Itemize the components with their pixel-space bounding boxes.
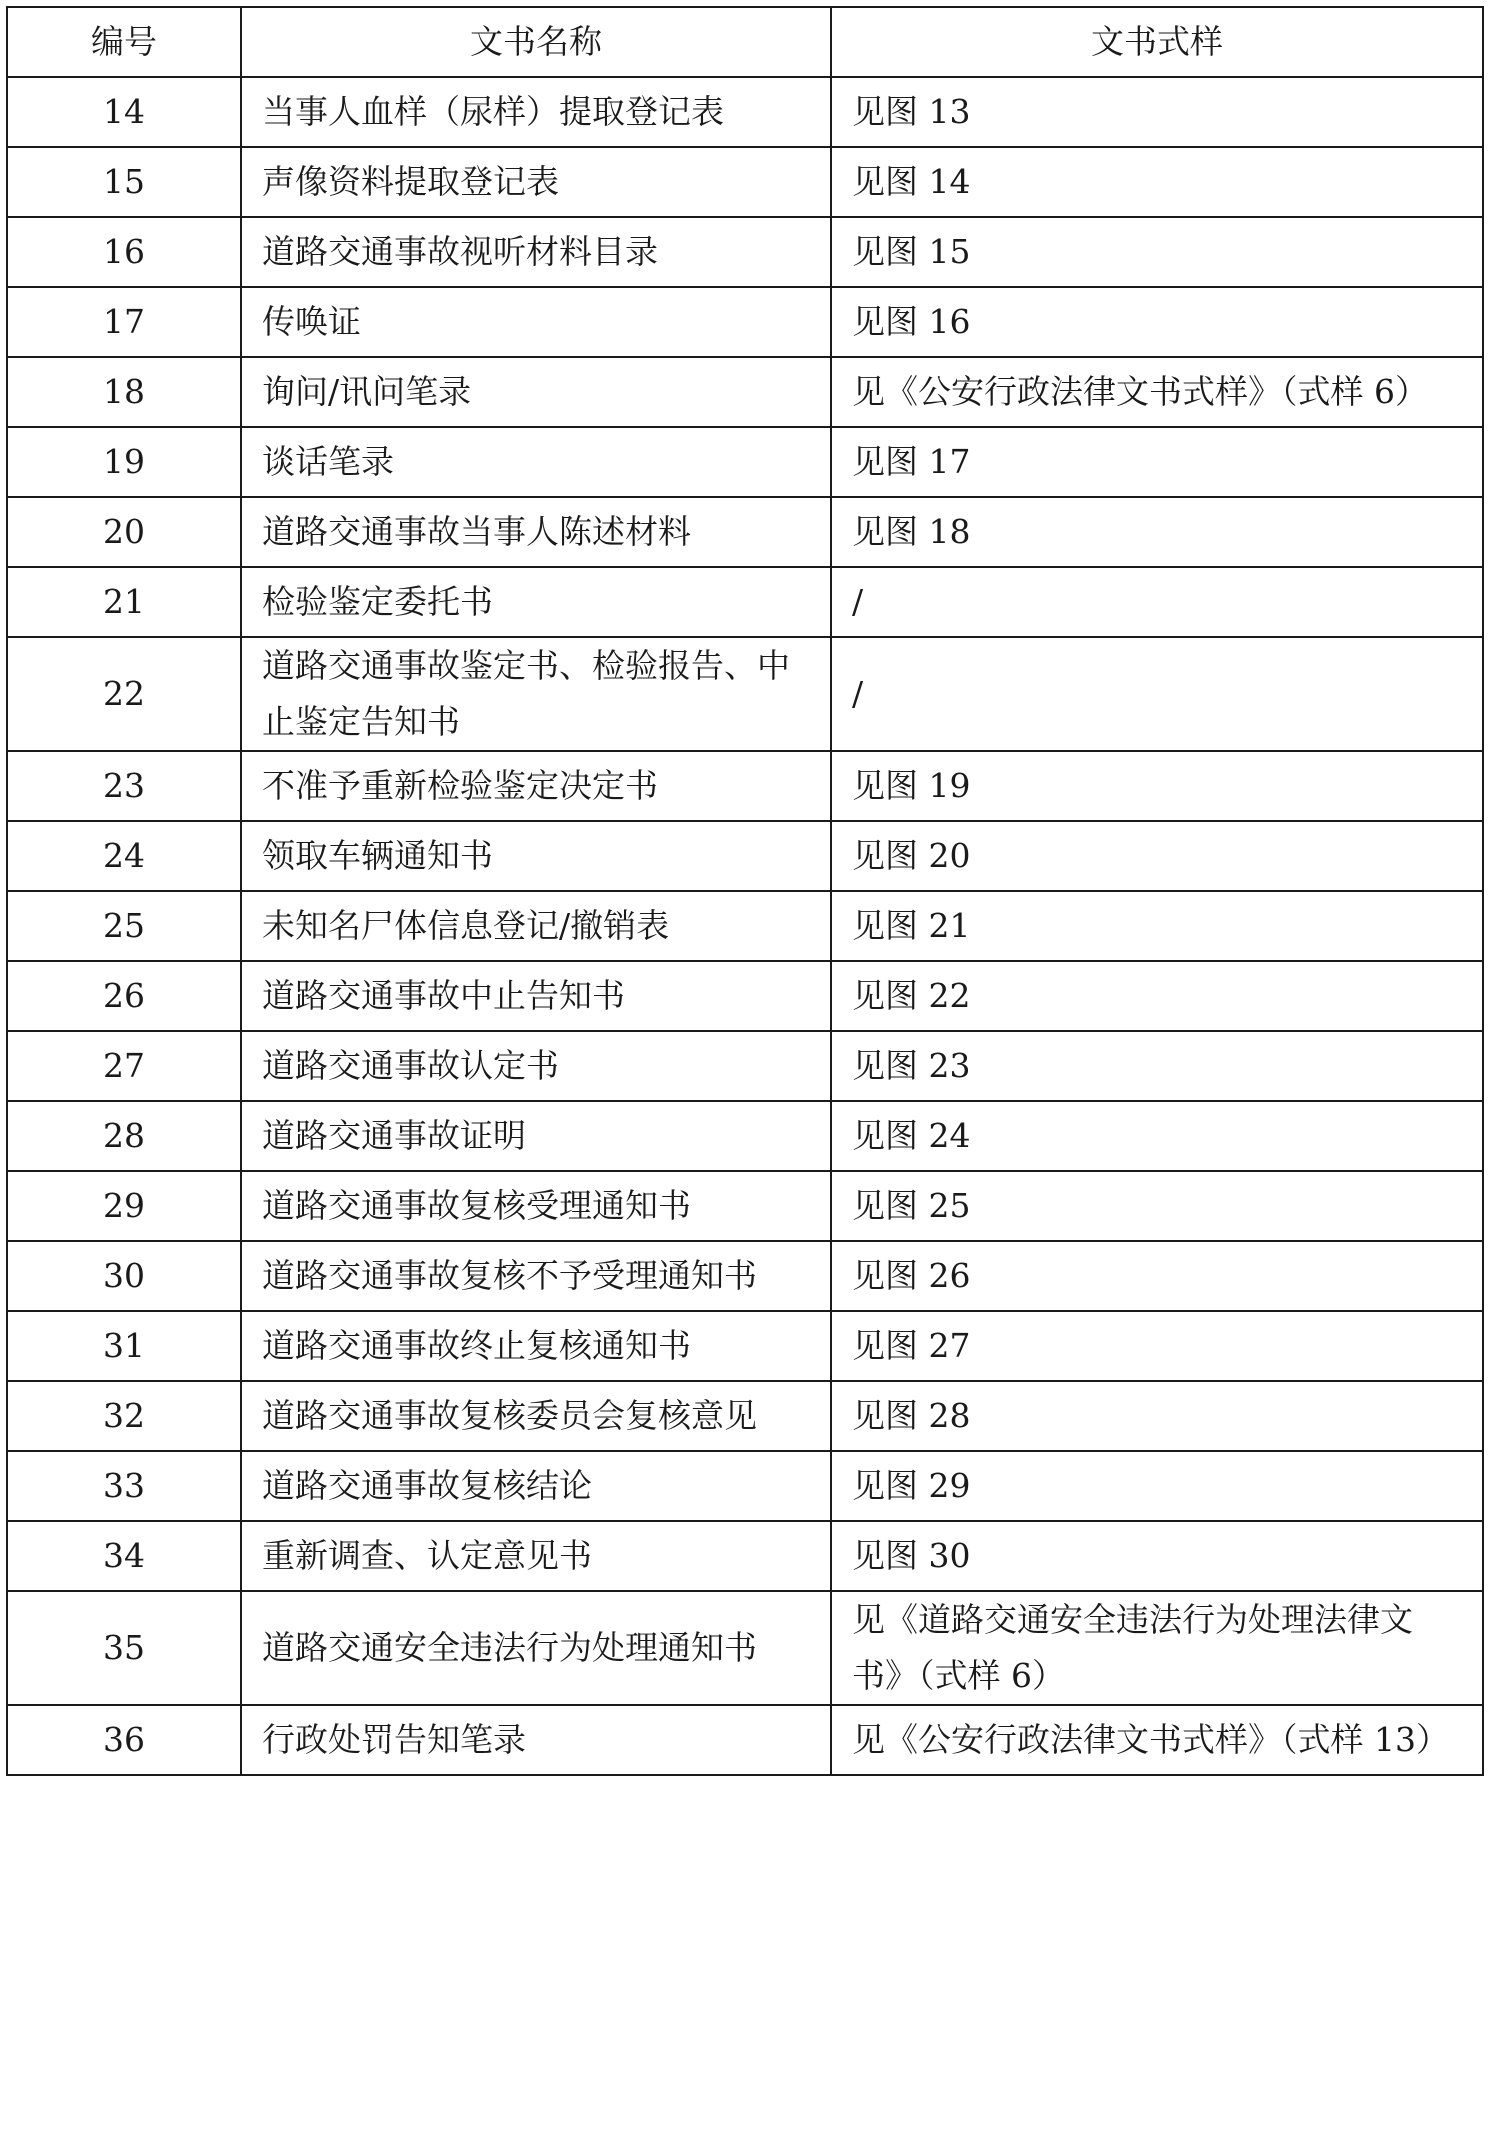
- table-row: [7, 1031, 1483, 1101]
- row-num: 14: [7, 77, 241, 147]
- row-style: 见图 20: [831, 821, 1483, 891]
- row-num: 18: [7, 357, 241, 427]
- row-style: 见图 23: [831, 1031, 1483, 1101]
- row-name: 道路交通事故视听材料目录: [241, 217, 831, 287]
- row-style: 见《道路交通安全违法行为处理法律文书》（式样 6）: [831, 1591, 1483, 1705]
- row-style: 见图 22: [831, 961, 1483, 1031]
- document-table: [6, 6, 1484, 1776]
- table-row: [7, 1705, 1483, 1775]
- table-row: [7, 357, 1483, 427]
- table-row: [7, 1311, 1483, 1381]
- table-row: [7, 217, 1483, 287]
- row-style: 见图 21: [831, 891, 1483, 961]
- table-row: [7, 497, 1483, 567]
- row-num: 34: [7, 1521, 241, 1591]
- header-style: 文书式样: [831, 7, 1483, 77]
- row-style: 见图 17: [831, 427, 1483, 497]
- row-name: 传唤证: [241, 287, 831, 357]
- row-style: 见图 30: [831, 1521, 1483, 1591]
- row-name: 谈话笔录: [241, 427, 831, 497]
- row-style: /: [831, 567, 1483, 637]
- row-num: 20: [7, 497, 241, 567]
- row-style: 见图 27: [831, 1311, 1483, 1381]
- row-num: 15: [7, 147, 241, 217]
- header-num: 编号: [7, 7, 241, 77]
- row-name: 检验鉴定委托书: [241, 567, 831, 637]
- row-name: 道路交通安全违法行为处理通知书: [241, 1591, 831, 1705]
- table-row: [7, 751, 1483, 821]
- table-row: [7, 1591, 1483, 1705]
- row-num: 31: [7, 1311, 241, 1381]
- row-num: 26: [7, 961, 241, 1031]
- row-num: 25: [7, 891, 241, 961]
- table-row: [7, 1101, 1483, 1171]
- row-num: 30: [7, 1241, 241, 1311]
- row-num: 22: [7, 637, 241, 751]
- row-name: 道路交通事故中止告知书: [241, 961, 831, 1031]
- row-num: 23: [7, 751, 241, 821]
- table-body: [7, 77, 1483, 1775]
- row-num: 27: [7, 1031, 241, 1101]
- row-style: 见图 15: [831, 217, 1483, 287]
- row-name: 不准予重新检验鉴定决定书: [241, 751, 831, 821]
- row-name: 重新调查、认定意见书: [241, 1521, 831, 1591]
- table-row: [7, 147, 1483, 217]
- table-row: [7, 637, 1483, 751]
- row-num: 32: [7, 1381, 241, 1451]
- row-name: 道路交通事故证明: [241, 1101, 831, 1171]
- row-name: 询问/讯问笔录: [241, 357, 831, 427]
- table-row: [7, 287, 1483, 357]
- row-num: 21: [7, 567, 241, 637]
- row-name: 当事人血样（尿样）提取登记表: [241, 77, 831, 147]
- row-name: 道路交通事故复核结论: [241, 1451, 831, 1521]
- table-row: [7, 1451, 1483, 1521]
- table-row: [7, 891, 1483, 961]
- row-style: 见图 19: [831, 751, 1483, 821]
- table-row: [7, 427, 1483, 497]
- table-row: [7, 77, 1483, 147]
- row-style: 见《公安行政法律文书式样》（式样 13）: [831, 1705, 1483, 1775]
- row-num: 24: [7, 821, 241, 891]
- row-name: 道路交通事故终止复核通知书: [241, 1311, 831, 1381]
- row-num: 17: [7, 287, 241, 357]
- table-row: [7, 1241, 1483, 1311]
- row-style: 见图 24: [831, 1101, 1483, 1171]
- row-name: 道路交通事故鉴定书、检验报告、中止鉴定告知书: [241, 637, 831, 751]
- row-name: 行政处罚告知笔录: [241, 1705, 831, 1775]
- table-header-row: [7, 7, 1483, 77]
- row-style: /: [831, 637, 1483, 751]
- table-row: [7, 821, 1483, 891]
- row-num: 33: [7, 1451, 241, 1521]
- row-style: 见图 18: [831, 497, 1483, 567]
- row-num: 19: [7, 427, 241, 497]
- row-style: 见图 13: [831, 77, 1483, 147]
- row-name: 道路交通事故当事人陈述材料: [241, 497, 831, 567]
- row-style: 见图 28: [831, 1381, 1483, 1451]
- table-row: [7, 1381, 1483, 1451]
- row-style: 见《公安行政法律文书式样》（式样 6）: [831, 357, 1483, 427]
- table-row: [7, 1171, 1483, 1241]
- table-row: [7, 567, 1483, 637]
- row-num: 36: [7, 1705, 241, 1775]
- row-num: 28: [7, 1101, 241, 1171]
- row-style: 见图 26: [831, 1241, 1483, 1311]
- row-name: 道路交通事故复核委员会复核意见: [241, 1381, 831, 1451]
- row-num: 16: [7, 217, 241, 287]
- header-name: 文书名称: [241, 7, 831, 77]
- row-name: 道路交通事故复核受理通知书: [241, 1171, 831, 1241]
- table-row: [7, 1521, 1483, 1591]
- row-style: 见图 16: [831, 287, 1483, 357]
- row-style: 见图 25: [831, 1171, 1483, 1241]
- row-style: 见图 29: [831, 1451, 1483, 1521]
- row-name: 领取车辆通知书: [241, 821, 831, 891]
- row-name: 道路交通事故复核不予受理通知书: [241, 1241, 831, 1311]
- row-num: 29: [7, 1171, 241, 1241]
- table-row: [7, 961, 1483, 1031]
- row-name: 未知名尸体信息登记/撤销表: [241, 891, 831, 961]
- row-style: 见图 14: [831, 147, 1483, 217]
- document-page: [6, 6, 1482, 1776]
- row-name: 道路交通事故认定书: [241, 1031, 831, 1101]
- row-name: 声像资料提取登记表: [241, 147, 831, 217]
- row-num: 35: [7, 1591, 241, 1705]
